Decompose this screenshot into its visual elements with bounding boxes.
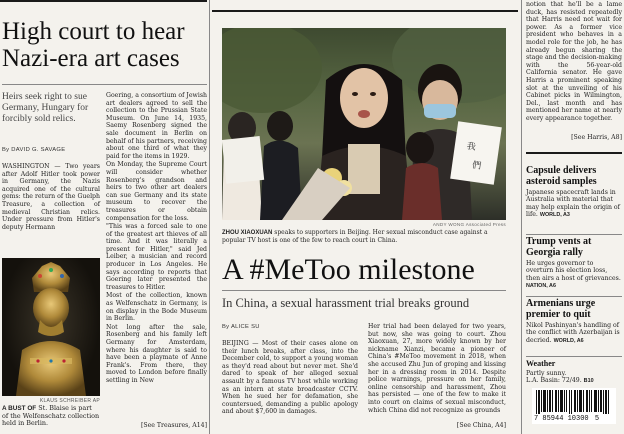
left-col2-para-2: On Monday, the Supreme Court will consider whether Rosenberg's grandson and heirs to two other art dealers can sue Germany and its state museum to recover the treasures or obtain compensation for the loss. (106, 161, 207, 222)
brief-2-body (526, 260, 622, 291)
brief-3-section: WORLD, A6 (553, 337, 584, 344)
weather-temps-line (526, 377, 622, 385)
barcode (532, 388, 616, 424)
brief-2-head: Trump vents at Georgia rally (526, 236, 592, 258)
svg-text:我: 我 (466, 141, 477, 153)
barcode-number (534, 415, 599, 423)
brief-2-text: He urges governor to overturn his election loss, then airs a host of grievances. (526, 260, 621, 282)
briefs-top-rule (526, 152, 622, 154)
barcode-icon (532, 388, 616, 416)
left-headline-rule (2, 84, 207, 85)
brief-rule-3 (526, 356, 622, 357)
weather-head: Weather (526, 359, 556, 368)
bust-photo (2, 258, 100, 396)
right-top-text: notion that he'll be a lame duck, has resisted repeatedly that Harris need not wait for power. As a former vice president who behaves in a model role for the job, he has already begun sharing the stage and the decision-making with the 56-year-old California senator. He gave Harris a prominent speaking slot at the unveiling of his Cabinet picks in Wilmington, Del., last month and has mentioned her name at nearly every appearance together. (526, 1, 622, 122)
main-headline-rule (222, 290, 506, 291)
brief-2-section: NATION, A6 (526, 283, 556, 290)
brief-1-text: Japanese spacecraft lands in Australia with material that may help explain the origin of life. (526, 189, 620, 219)
svg-text:們: 們 (471, 160, 482, 172)
weather-box[interactable] (526, 359, 622, 385)
brief-1-head: Capsule delivers asteroid samples (526, 165, 597, 187)
brief-3[interactable] (526, 299, 622, 345)
divider-left (209, 0, 210, 434)
main-caption-lead: ZHOU XIAOXUAN (222, 230, 273, 236)
left-col2-text (106, 92, 207, 386)
brief-2[interactable] (526, 237, 622, 291)
brief-3-body (526, 322, 622, 345)
left-col2-para-3: "This was a forced sale to one of the greatest art thieves of all time. And it was literally a present for Hitler," said Jed Leiber, a musician and record producer in Los Angeles. He says according to reports that Goering later presented the treasures to Hitler. (106, 223, 207, 291)
left-col2-para-4: Most of the collection, known as Welfenschatz in Germany, is on display in the Bode Museum in Berlin. (106, 292, 207, 323)
left-col1-text: WASHINGTON — Two years after Adolf Hitler took power in Germany, the Nazis acquired one of the cultural gems: the return of the Guelph Treasure, a collection of medieval Christian relics. Under pressure from Hitler's deputy Hermann (2, 163, 100, 231)
left-headline: High court to hear Nazi-era art cases (2, 18, 185, 72)
barcode-suffix: 5 (594, 415, 600, 423)
barcode-digits: 7 85944 10300 (534, 415, 589, 423)
brief-1-section: WORLD, A3 (539, 212, 570, 219)
brief-3-text: Nikol Pashinyan's handling of the conflict with Azerbaijan is decried. (526, 322, 620, 344)
left-subhead: Heirs seek right to sue Germany, Hungary for forcibly sold relics. (2, 92, 89, 124)
main-photo-caption (222, 229, 506, 245)
main-caption-text: speaks to supporters in Beijing. Her sexual misconduct case against a popular TV host is one of the few to reach court in China. (222, 229, 488, 245)
st-blaise-bust-icon (2, 258, 100, 396)
weather-body: Partly sunny. (526, 369, 567, 377)
bust-photo-credit: KLAUS SCHREIBER AP (39, 398, 100, 404)
brief-1[interactable] (526, 166, 622, 220)
weather-temps: L.A. Basin: 72/49. (526, 376, 582, 384)
brief-rule-2 (526, 296, 622, 297)
brief-1-body (526, 189, 622, 220)
main-col1-text: BEIJING — Most of their cases alone on their lunch breaks, after class, into the December cold, to support a young woman as they'd read about but never met. She'd dared to speak of her alleged sexual assault by a famous TV host while working as an intern at state broadcaster CCTV. When he sued her for defamation, she countersued, demanding a public apology and about $7,600 in damages. (222, 340, 358, 416)
top-rule-main (212, 10, 518, 12)
divider-right (521, 0, 522, 434)
brief-rule-1 (526, 234, 622, 235)
protest-scene-icon (222, 28, 506, 220)
bust-caption-text: St. Blaise is part of the Welfenschatz collection held in Berlin. (2, 404, 100, 428)
left-col2-para-1: Goering, a consortium of Jewish art dealers agreed to sell the collection to the Prussian State Museum. On June 14, 1935, Saemy Rosenberg signed the sale document in Berlin on behalf of his partners, receiving about one third of what they paid for the items in 1929. (106, 92, 207, 160)
main-headline: A #MeToo milestone (222, 253, 475, 286)
weather-page: B10 (583, 377, 594, 384)
main-jump[interactable]: [See China, A4] (456, 422, 506, 429)
main-byline: By ALICE SU (222, 324, 260, 330)
main-subhead: In China, a sexual harassment trial breaks ground (222, 296, 470, 310)
bust-caption (2, 405, 100, 428)
main-photo (222, 28, 506, 220)
right-top-jump[interactable]: [See Harris, A8] (571, 134, 622, 141)
top-rule-left (0, 0, 207, 2)
bust-caption-lead: A BUST OF (2, 405, 37, 412)
left-byline: By DAVID G. SAVAGE (2, 147, 66, 153)
main-col2-text: Her trial had been delayed for two years, but now, she was going to court. Zhou Xiaoxuan, 27, more widely known by her nickname Xianzi, became a pioneer of China's #MeToo movement in 2018, when she accused Zhu Jun of groping and kissing her in a dressing room in 2014. Despite police warnings, pressure on her family, online censorship and harassment, Zhou has persisted — one of the few to make it into court on claims of sexual misconduct, which China did not recognize as grounds (368, 323, 506, 414)
brief-3-head: Armenians urge premier to quit (526, 298, 596, 320)
left-jump[interactable]: [See Treasures, A14] (140, 422, 207, 429)
left-col2-para-5: Not long after the sale, Rosenberg and his family left Germany for Amsterdam, where his daughter is said to have been a playmate of Anne Frank's. From there, they moved to London before finally settling in New (106, 323, 207, 384)
main-photo-credit: ANDY WONG Associated Press (432, 222, 506, 227)
